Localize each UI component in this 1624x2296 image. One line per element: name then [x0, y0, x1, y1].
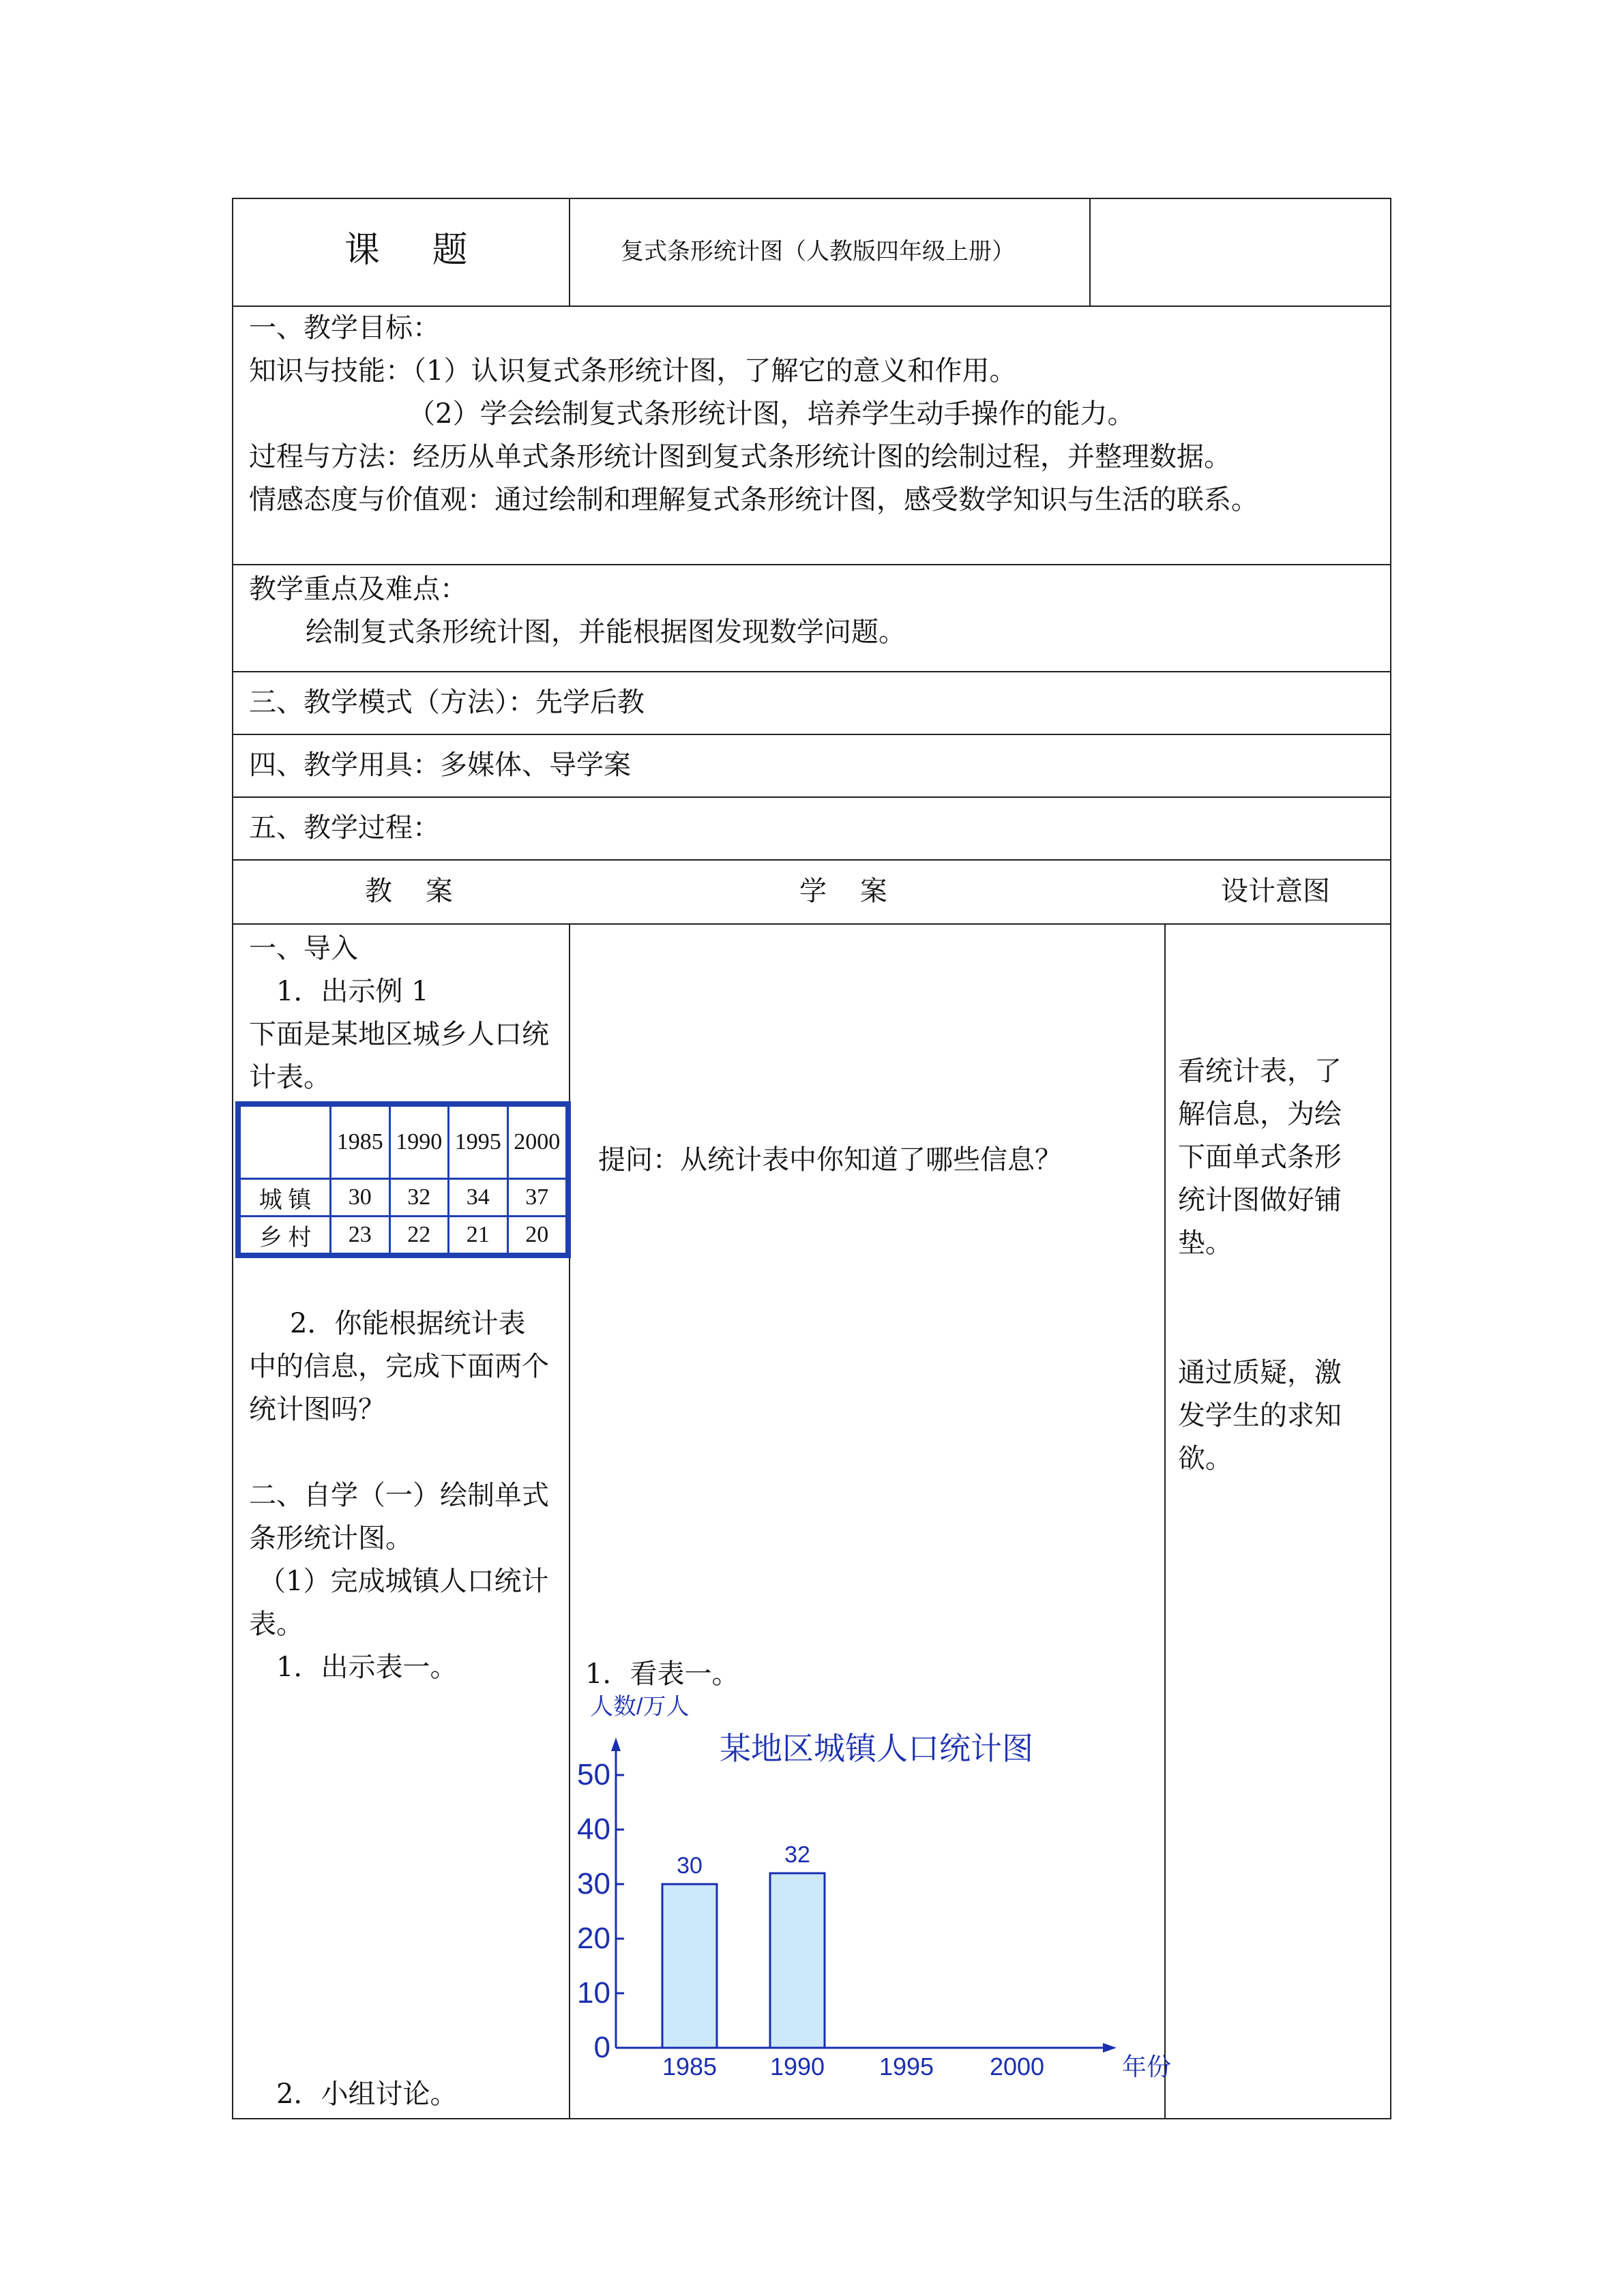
objective-line: 过程与方法：经历从单式条形统计图到复式条形统计图的绘制过程，并整理数据。 — [249, 441, 1231, 473]
table-cell: 34 — [449, 1179, 508, 1217]
column-design: 设计意图 — [1221, 876, 1330, 907]
table-row-label: 城 镇 — [240, 1179, 331, 1217]
y-tick-label: 40 — [577, 1813, 610, 1846]
bar-data-label: 32 — [784, 1842, 810, 1868]
y-axis-arrow — [611, 1738, 621, 1751]
y-tick-label: 30 — [577, 1867, 610, 1900]
table-cell: 32 — [389, 1179, 449, 1217]
column-learning: 学 案 — [799, 876, 900, 907]
divider — [569, 198, 570, 305]
x-tick-label: 1990 — [769, 2053, 825, 2081]
table-row — [240, 1179, 567, 1217]
teaching-self-study: 二、自学（一）绘制单式条形统计图。 — [249, 1480, 549, 1554]
teaching-desc: 下面是某地区城乡人口统计表。 — [249, 1019, 549, 1093]
process-heading: 五、教学过程： — [249, 812, 440, 844]
teaching-intro: 一、导入 — [249, 933, 358, 964]
chart-x-axis-label: 年份 — [1122, 2053, 1172, 2081]
table-row-label: 乡 村 — [240, 1217, 331, 1254]
teaching-discuss: 2．小组讨论。 — [276, 2078, 458, 2110]
teaching-tools: 四、教学用具：多媒体、导学案 — [249, 749, 631, 781]
divider — [232, 671, 1391, 672]
x-axis-arrow — [1103, 2043, 1117, 2053]
chart-bar — [662, 1884, 717, 2048]
key-points-text: 绘制复式条形统计图，并能根据图发现数学问题。 — [306, 616, 906, 648]
x-tick-label: 1995 — [879, 2053, 934, 2081]
table-row — [240, 1217, 567, 1254]
table-cell: 37 — [507, 1179, 567, 1217]
x-tick-label: 2000 — [989, 2053, 1045, 2081]
table-year-header: 1995 — [449, 1106, 508, 1179]
design-note-2: 通过质疑，激发学生的求知欲。 — [1178, 1357, 1342, 1474]
teaching-sub1: （1）完成城镇人口统计表。 — [249, 1566, 549, 1640]
header-label: 课 题 — [344, 230, 488, 271]
divider — [232, 796, 1391, 798]
x-tick-label: 1985 — [662, 2053, 718, 2081]
divider — [232, 859, 1391, 861]
header-topic: 复式条形统计图（人教版四年级上册） — [621, 238, 1015, 265]
teaching-mode: 三、教学模式（方法）：先学后教 — [249, 687, 645, 718]
table-cell: 30 — [331, 1179, 390, 1217]
objective-line: 情感态度与价值观：通过绘制和理解复式条形统计图，感受数学知识与生活的联系。 — [249, 484, 1258, 516]
teaching-show1: 1．出示表一。 — [276, 1652, 458, 1683]
table-cell: 21 — [449, 1217, 508, 1254]
chart-bar — [770, 1873, 825, 2048]
bar-data-label: 30 — [677, 1853, 703, 1879]
table-cell: 22 — [389, 1217, 449, 1254]
objectives-heading: 一、教学目标： — [249, 312, 440, 344]
divider — [1089, 198, 1091, 305]
population-stats-table — [235, 1101, 571, 1258]
key-points-heading: 教学重点及难点： — [249, 573, 467, 605]
table-corner-cell — [240, 1106, 331, 1179]
y-tick-label: 50 — [577, 1758, 610, 1791]
column-teaching: 教 案 — [365, 876, 465, 907]
chart-title: 某地区城镇人口统计图 — [720, 1731, 1033, 1766]
divider — [1164, 923, 1166, 2119]
objective-line: （2）学会绘制复式条形统计图，培养学生动手操作的能力。 — [408, 398, 1135, 430]
divider — [232, 564, 1391, 565]
learning-question: 提问：从统计表中你知道了哪些信息？ — [598, 1144, 1062, 1176]
y-tick-label: 0 — [593, 2031, 610, 2064]
y-tick-label: 10 — [577, 1976, 610, 2010]
teaching-step1: 1．出示例 1 — [276, 976, 429, 1007]
divider — [232, 923, 1391, 925]
table-year-header: 1985 — [331, 1106, 390, 1179]
divider — [232, 734, 1391, 735]
table-year-header: 2000 — [507, 1106, 567, 1179]
town-population-bar-chart — [570, 1691, 1172, 2100]
table-cell: 20 — [507, 1217, 567, 1254]
design-note-1: 看统计表，了解信息，为绘下面单式条形统计图做好铺垫。 — [1178, 1056, 1342, 1259]
learning-look: 1．看表一。 — [585, 1658, 739, 1690]
table-cell: 23 — [331, 1217, 390, 1254]
objective-line: 知识与技能：（1）认识复式条形统计图，了解它的意义和作用。 — [249, 355, 1017, 387]
teaching-step2: 2．你能根据统计表中的信息，完成下面两个统计图吗？ — [249, 1308, 549, 1425]
table-year-header: 1990 — [389, 1106, 449, 1179]
chart-y-axis-label: 人数/万人 — [590, 1694, 690, 1720]
y-tick-label: 20 — [577, 1922, 610, 1955]
